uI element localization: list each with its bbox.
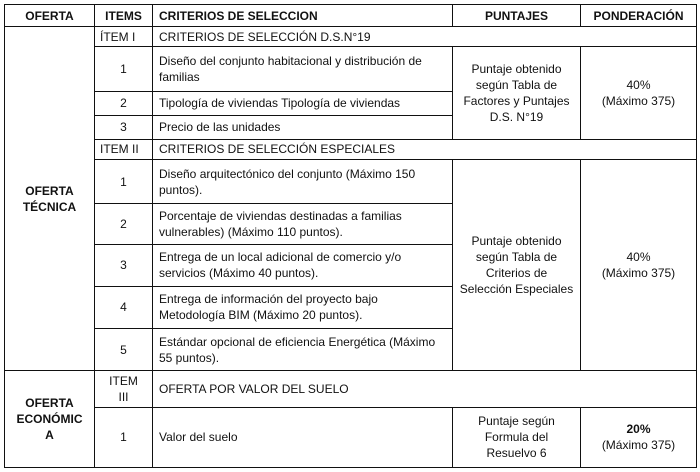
header-items: ITEMS (95, 5, 153, 27)
criterion-text: Estándar opcional de eficiencia Energética (Máximo 55 puntos). (153, 329, 453, 371)
row-number: 2 (95, 204, 153, 244)
header-oferta: OFERTA (5, 5, 95, 27)
oferta-economica-label: OFERTA ECONÓMIC A (5, 371, 95, 468)
item-code: ÍTEM I (95, 27, 153, 47)
row-number: 4 (95, 286, 153, 328)
item-code: ITEM III (95, 371, 153, 407)
criterion-text: Diseño del conjunto habitacional y distribución de familias (153, 47, 453, 91)
row-number: 1 (95, 159, 153, 203)
criterion-text: Valor del suelo (153, 407, 453, 467)
criterion-text: Precio de las unidades (153, 115, 453, 139)
criterion-text: Porcentaje de viviendas destinadas a familias vulnerables) (Máximo 110 puntos). (153, 204, 453, 244)
row-number: 1 (95, 407, 153, 467)
ponderacion-cell: 20% (Máximo 375) (581, 407, 697, 467)
header-criterios: CRITERIOS DE SELECCION (153, 5, 453, 27)
header-ponderacion: PONDERACIÓN (581, 5, 697, 27)
header-row (5, 5, 697, 27)
criterion-text: Entrega de un local adicional de comercio y/o servicios (Máximo 40 puntos). (153, 244, 453, 286)
criterion-text: Diseño arquitectónico del conjunto (Máximo 150 puntos). (153, 159, 453, 203)
item-title: CRITERIOS DE SELECCIÓN D.S.N°19 (153, 27, 697, 47)
puntajes-cell: Puntaje obtenido según Tabla de Criterios de Selección Especiales (453, 159, 581, 370)
table-row (5, 371, 697, 407)
criterion-text: Entrega de información del proyecto bajo Metodología BIM (Máximo 20 puntos). (153, 286, 453, 328)
puntajes-cell: Puntaje obtenido según Tabla de Factores y Puntajes D.S. N°19 (453, 47, 581, 140)
row-number: 2 (95, 91, 153, 115)
item-title: CRITERIOS DE SELECCIÓN ESPECIALES (153, 139, 697, 159)
criterion-text: Tipología de viviendas Tipología de viviendas (153, 91, 453, 115)
ponderacion-cell: 40% (Máximo 375) (581, 159, 697, 370)
table-row (5, 159, 697, 203)
table-row (5, 47, 697, 91)
table-row (5, 407, 697, 467)
row-number: 1 (95, 47, 153, 91)
table-row (5, 27, 697, 47)
puntajes-cell: Puntaje según Formula del Resuelvo 6 (453, 407, 581, 467)
row-number: 3 (95, 115, 153, 139)
table-row (5, 139, 697, 159)
item-title: OFERTA POR VALOR DEL SUELO (153, 371, 697, 407)
selection-criteria-table (4, 4, 697, 468)
header-puntajes: PUNTAJES (453, 5, 581, 27)
row-number: 5 (95, 329, 153, 371)
item-code: ITEM II (95, 139, 153, 159)
oferta-tecnica-label: OFERTA TÉCNICA (5, 27, 95, 371)
ponderacion-cell: 40% (Máximo 375) (581, 47, 697, 140)
row-number: 3 (95, 244, 153, 286)
